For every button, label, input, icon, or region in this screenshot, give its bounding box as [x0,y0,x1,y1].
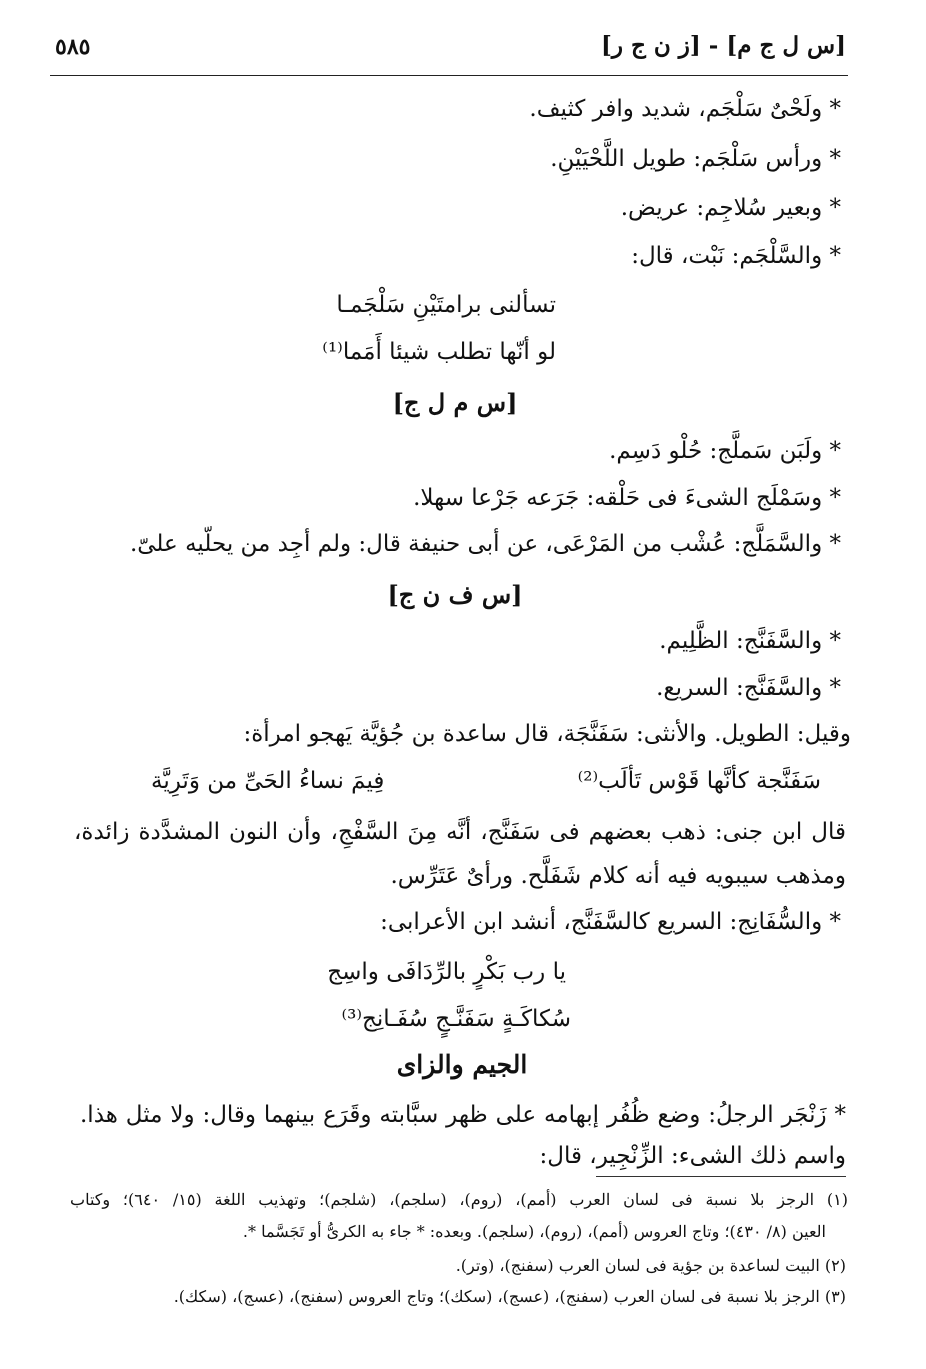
paragraph-line: * زَنْجَر الرجلُ: وضع ظُفُر إبهامه على ظهر سبَّابته وقَرَع بينهما وقال: ولا مثل هذا. [80,1102,846,1128]
running-head: [س ل ج م] - [ز ن ج ر] [601,32,846,59]
entry-line: * ورأس سَلْجَم: طويل اللَّحْيَيْنِ. [550,146,841,172]
entry-line: * والسَّفَنَّج: السريع. [656,675,841,701]
verse-line: سُكاكَـةٍ سَفَنَّـجٍ سُفَـانِج⁽³⁾ [341,1006,571,1032]
footnote-line: (٢) البيت لساعدة بن جؤية فى لسان العرب (سفنج)، (وتر). [455,1256,846,1275]
paragraph-line: ومذهب سيبويه فيه أنه كلام شَفَلَّح. ورأىٌ عَتَرِّس. [390,863,846,889]
footnote-rule [596,1176,846,1177]
verse-line: لو أنّها تطلب شيئا أَمَما⁽¹⁾ [322,339,556,365]
page-number: ٥٨٥ [55,34,91,60]
entry-line: وقيل: الطويل. والأنثى: سَفَنَّجَة، قال ساعدة بن جُؤيَّة يَهجو امرأة: [243,721,851,747]
entry-line: * ولَبَن سَملَّج: حُلْو دَسِم. [609,438,841,464]
section-heading: [س م ل ج] [392,388,518,417]
header-rule [50,75,848,76]
verse-hemistich: فِيمَ نساءُ الحَىِّ من وَتَرِيَّة [151,768,385,794]
footnote-line: (٣) الرجز بلا نسبة فى لسان العرب (سفنج)، (عسج)، (سكك)؛ وتاج العروس (سفنج)، (عسج)، (سكك). [173,1287,846,1306]
entry-line: * والسَّلْجَم: نَبْت، قال: [631,243,841,269]
verse-hemistich: سَفَنَّجة كأنَّها قَوْس تَألَب⁽²⁾ [577,768,821,794]
entry-line: * وسَمْلَج الشىءَ فى حَلْقه: جَرَعه جَرْعا سهلا. [413,485,841,511]
entry-line: * وبعير سُلاجِم: عريض. [620,195,841,221]
entry-line: * والسُّفَانِج: السريع كالسَّفَنَّج، أنشد ابن الأعرابى: [380,909,841,935]
section-heading: [س ف ن ج] [387,580,523,609]
entry-line: * والسَّمَلَّج: عُشْب من المَرْعَى، عن أبى حنيفة قال: ولم أجِد من يحلّيه علىّ. [129,531,841,557]
paragraph-line: واسم ذلك الشىء: الزِّنْجِير، قال: [539,1143,846,1169]
section-heading: الجيم والزاى [396,1050,528,1079]
footnote-line: العين (٨/ ٤٣٠)؛ وتاج العروس (أمم)، (روم)، (سلجم). وبعده: * جاء به الكرىُّ أو تَجَسَّما *. [242,1222,826,1241]
footnote-line: (١) الرجز بلا نسبة فى لسان العرب (أمم)، (روم)، (سلجم)، (شلجم)؛ وتهذيب اللغة (١٥/ ٦٤٠)؛ وكتاب [70,1190,849,1209]
paragraph-line: قال ابن جنى: ذهب بعضهم فى سَفَنَّج، أنَّه مِنَ السَّفْجِ، وأن النون المشدَّدة زائدة، [74,819,846,845]
page-header [55,30,846,70]
verse-couplet [151,764,821,798]
verse-line: يا رب بَكْرٍ بالرِّدَافَى واسِج [327,959,566,985]
entry-line: * والسَّفَنَّج: الظَّلِيم. [659,628,841,654]
entry-line: * ولَحْىٌ سَلْجَم، شديد وافر كثيف. [529,96,841,122]
verse-line: تسألنى برامتَيْنِ سَلْجَمـا [336,292,556,318]
